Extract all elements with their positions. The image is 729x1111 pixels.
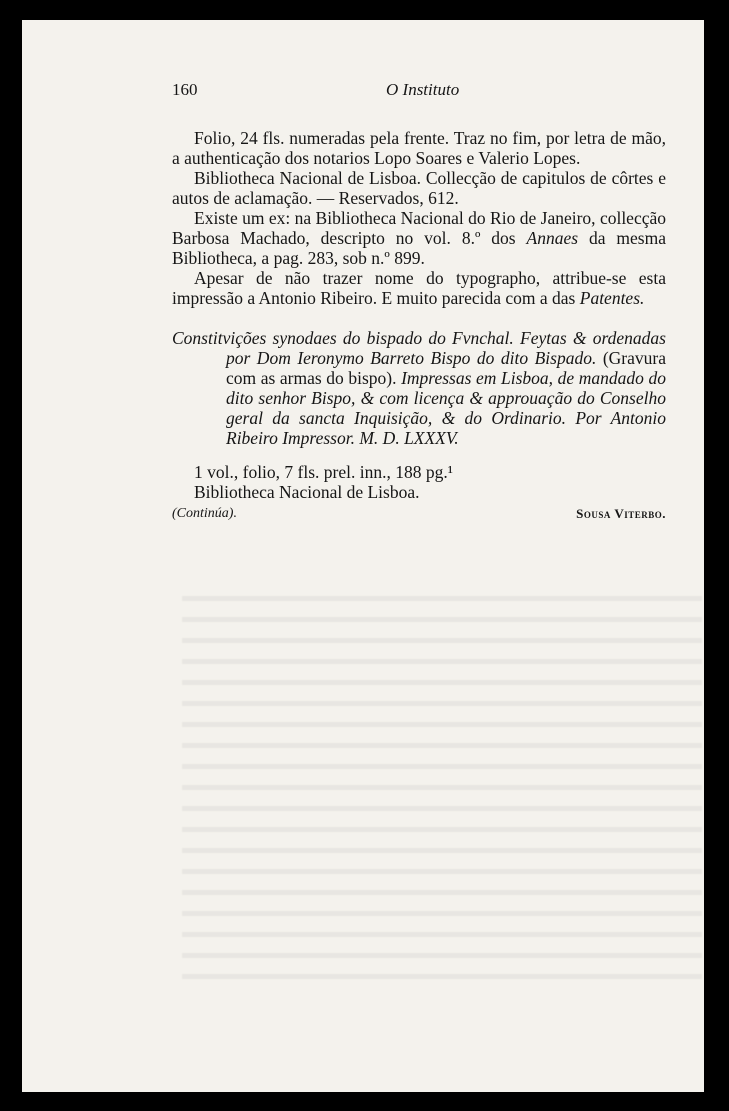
page-header <box>172 80 666 104</box>
entry1-paragraph-4 <box>172 268 666 308</box>
spacer <box>172 448 666 462</box>
spacer <box>172 308 666 328</box>
continua-note: (Continúa). <box>172 506 237 521</box>
entry1-paragraph-4-text: Apesar de não trazer nome do typographo, attribue-se esta impressão a Antonio Ribeiro. E muito parecida com a das <box>172 268 666 308</box>
entry2-title-a: Constitvições synodaes do bispado do Fvnchal. Feytas & ordenadas por Dom Ieronymo Barreto Bispo do dito Bispado. <box>172 328 666 368</box>
footer-line <box>172 504 666 526</box>
entry1-paragraph-3 <box>172 208 666 268</box>
bleed-through-shadow <box>182 580 702 980</box>
patentes-title: Patentes. <box>579 288 645 308</box>
running-title: O Instituto <box>386 80 460 99</box>
entry1-paragraph-1: Folio, 24 fls. numeradas pela frente. Traz no fim, por letra de mão, a authenticação dos notarios Lopo Soares e Valerio Lopes. <box>172 128 666 168</box>
entry2-library-line: Bibliotheca Nacional de Lisboa. <box>194 482 420 502</box>
entry1-paragraph-2: Bibliotheca Nacional de Lisboa. Collecção de capitulos de côrtes e autos de aclamação. — Reservados, 612. <box>172 168 666 208</box>
entry2-volume-line: 1 vol., folio, 7 fls. prel. inn., 188 pg.¹ <box>194 462 453 482</box>
book-page <box>22 20 704 1092</box>
page-number: 160 <box>172 80 198 99</box>
page-content <box>172 80 666 526</box>
entry1-paragraph-3-text-a: Existe um ex: na Bibliotheca Nacional do Rio de Janeiro, collecção Barbosa Machado, descripto no vol. 8.º dos <box>172 208 666 248</box>
entry2-title-block <box>172 328 666 448</box>
author-signature: Sousa Viterbo. <box>576 506 666 521</box>
entry1-paragraph-3-text-b: da mesma Bibliotheca, a pag. 283, sob n.º 899. <box>172 228 666 268</box>
entry2-title-c: Impressas em Lisboa, de mandado do dito senhor Bispo, & com licença & approuação do Conselho geral da sancta Inquisição, & do Ordinario. Por Antonio Ribeiro Impressor. M. D. LXXXV. <box>226 368 666 448</box>
entry2-engraving-note: (Gravura com as armas do bispo). <box>226 348 666 388</box>
annaes-title: Annaes <box>526 228 579 248</box>
